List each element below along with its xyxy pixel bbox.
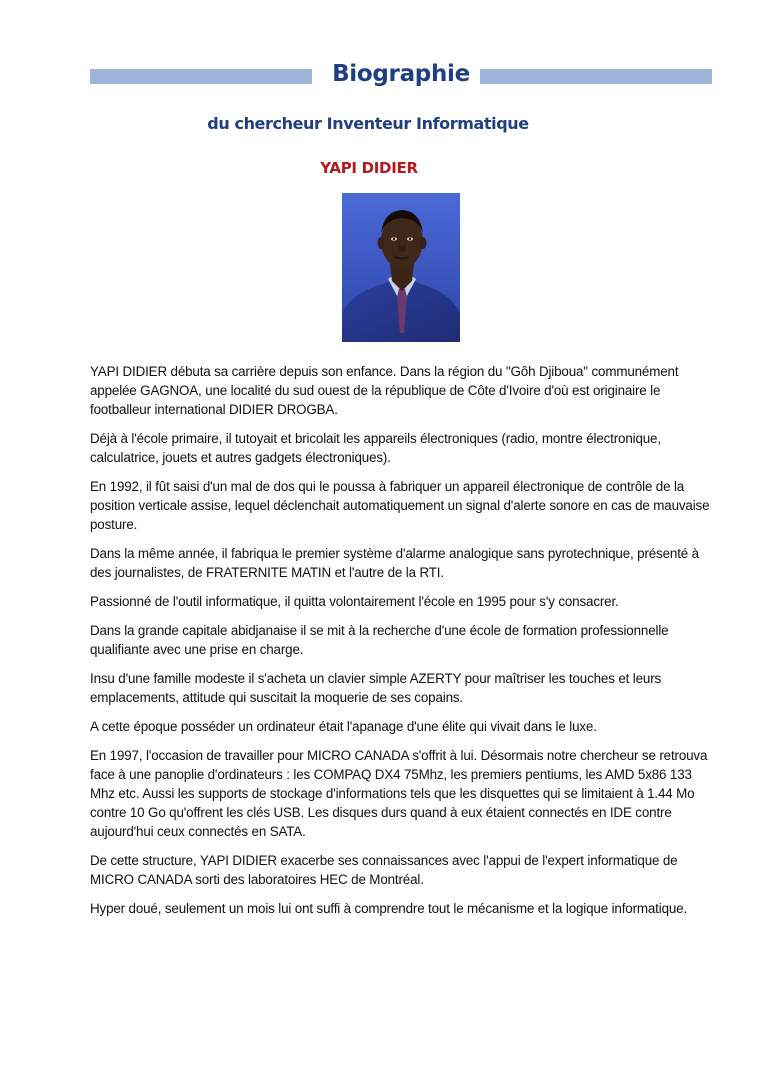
paragraph-9: En 1997, l'occasion de travailler pour MICRO CANADA s'offrit à lui. Désormais notre chercheur se retrouva face à une panoplie d'ordinateurs : les COMPAQ DX4 75Mhz, les premiers pentiums, les AMD 5x86 133 Mhz etc. Aussi les supports de stockage d'informations tels que les disquettes qui se limitaient à 1.44 Mo contre 10 Go qu'offrent les clés USB. Les disques durs quand à eux étaient connectés en IDE contre aujourd'hui ceux connectés en SATA. [90,748,708,839]
paragraph-11: Hyper doué, seulement un mois lui ont suffi à comprendre tout le mécanisme et la logique informatique. [90,901,688,916]
biography-body [90,362,720,928]
paragraph-1: YAPI DIDIER débuta sa carrière depuis son enfance. Dans la région du "Gôh Djiboua" communément appelée GAGNOA, une localité du sud ouest de la république de Côte d'Ivoire d'où est originaire le footballeur international DIDIER DROGBA. [90,364,679,417]
paragraph-8: A cette époque posséder un ordinateur était l'apanage d'une élite qui vivait dans le luxe. [90,719,597,734]
document-subtitle: du chercheur Inventeur Informatique [207,114,529,133]
document-title [90,56,712,92]
portrait-illustration [342,193,460,342]
paragraph-7: Insu d'une famille modeste il s'acheta un clavier simple AZERTY pour maîtriser les touches et leurs emplacements, attitude qui suscitait la moquerie de ses copains. [90,671,662,705]
paragraph-3: En 1992, il fût saisi d'un mal de dos qui le poussa à fabriquer un appareil électronique de contrôle de la position verticale assise, lequel déclenchait automatiquement un signal d'alerte sonore en cas de mauvaise posture. [90,479,710,532]
paragraph-6: Dans la grande capitale abidjanaise il se mit à la recherche d'une école de formation professionnelle qualifiante avec une prise en charge. [90,623,669,657]
paragraph-5: Passionné de l'outil informatique, il quitta volontairement l'école en 1995 pour s'y consacrer. [90,594,619,609]
portrait-photo [342,193,460,342]
paragraph-4: Dans la même année, il fabriqua le premier système d'alarme analogique sans pyrotechnique, présenté à des journalistes, de FRATERNITE MATIN et l'autre de la RTI. [90,546,699,580]
document-title-text: Biographie [322,61,480,87]
title-row [90,56,712,96]
paragraph-2: Déjà à l'école primaire, il tutoyait et bricolait les appareils électroniques (radio, montre électronique, calculatrice, jouets et autres gadgets électroniques). [90,431,661,465]
paragraph-10: De cette structure, YAPI DIDIER exacerbe ses connaissances avec l'appui de l'expert informatique de MICRO CANADA sorti des laboratoires HEC de Montréal. [90,853,678,887]
person-name: YAPI DIDIER [320,159,418,177]
